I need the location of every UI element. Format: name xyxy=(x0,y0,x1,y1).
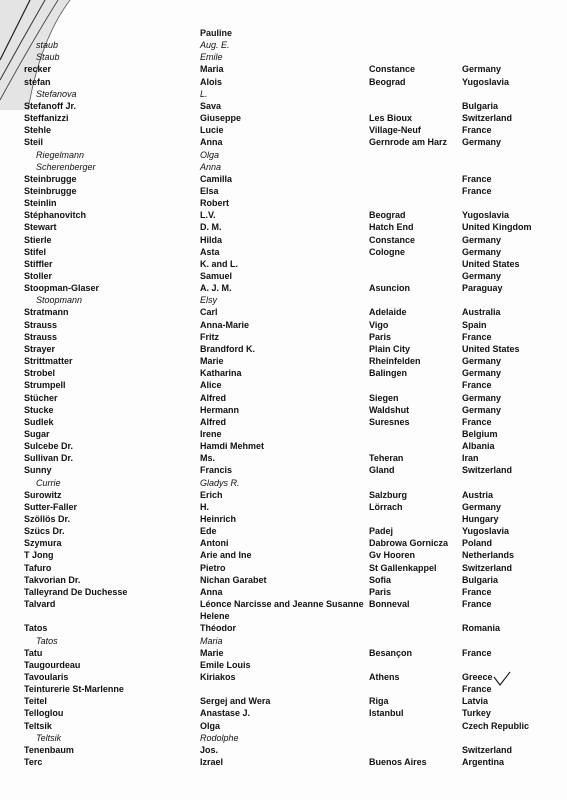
given-name-cell: Brandford K. xyxy=(200,343,255,354)
given-name-cell: Alfred xyxy=(200,416,227,427)
given-name-cell: Hamdi Mehmet xyxy=(200,441,265,452)
list-item xyxy=(0,379,567,391)
list-item xyxy=(0,501,567,513)
country-cell: Germany xyxy=(462,356,502,367)
given-name-cell: L.V. xyxy=(200,210,216,221)
surname-cell: Takvorian Dr. xyxy=(24,574,81,585)
city-cell: Gv Hooren xyxy=(369,550,416,561)
list-item xyxy=(0,622,567,634)
country-cell: France xyxy=(462,185,492,196)
surname-cell: Strauss xyxy=(24,331,58,342)
surname-cell: staub xyxy=(36,40,59,51)
given-name-cell: Alice xyxy=(200,380,222,391)
list-item xyxy=(0,306,567,318)
checkmark-icon xyxy=(493,671,511,687)
list-item xyxy=(0,525,567,537)
country-cell: Czech Republic xyxy=(462,720,530,731)
surname-cell: Tatos xyxy=(36,635,58,646)
country-cell: United States xyxy=(462,343,520,354)
surname-cell: Terc xyxy=(24,757,43,767)
list-item xyxy=(0,270,567,282)
surname-cell: Szücs Dr. xyxy=(24,526,65,537)
country-cell: Yugoslavia xyxy=(462,76,510,87)
list-item xyxy=(0,258,567,270)
list-item xyxy=(0,63,567,75)
list-item xyxy=(0,112,567,124)
surname-cell: Sullivan Dr. xyxy=(24,453,74,464)
country-cell: Hungary xyxy=(462,514,499,524)
city-cell: Cologne xyxy=(369,246,405,257)
list-item xyxy=(0,452,567,464)
list-item xyxy=(0,234,567,246)
city-cell: Waldshut xyxy=(369,404,410,415)
surname-cell: Telloglou xyxy=(24,708,64,719)
surname-cell: Stratmann xyxy=(24,307,69,318)
country-cell: Yugoslavia xyxy=(462,526,510,537)
given-name-cell: Hilda xyxy=(200,234,223,245)
city-cell: Istanbul xyxy=(369,708,404,719)
country-cell: Germany xyxy=(462,64,502,75)
given-name-cell: Emile Louis xyxy=(200,659,251,670)
country-cell: Bulgaria xyxy=(462,574,499,585)
given-name-cell: Emile xyxy=(200,52,223,63)
given-name-cell: Sava xyxy=(200,100,222,111)
list-item xyxy=(0,197,567,209)
country-cell: France xyxy=(462,331,492,342)
surname-cell: Strauss xyxy=(24,319,58,330)
list-item xyxy=(0,185,567,197)
city-cell: Constance xyxy=(369,64,416,75)
country-cell: Argentina xyxy=(462,757,505,767)
list-item xyxy=(0,404,567,416)
country-cell: France xyxy=(462,684,492,695)
country-cell: Germany xyxy=(462,271,502,281)
surname-cell: Tatos xyxy=(24,623,48,634)
country-cell: Yugoslavia xyxy=(462,210,510,221)
surname-cell: Teltsik xyxy=(24,720,52,731)
list-item xyxy=(0,392,567,404)
list-item xyxy=(0,100,567,112)
surname-cell: Teitel xyxy=(24,696,47,707)
list-item xyxy=(0,149,567,161)
city-cell: Paris xyxy=(369,331,392,342)
surname-cell: Tenenbaum xyxy=(24,744,74,755)
surname-cell: Sutter-Faller xyxy=(24,501,78,512)
given-name-cell: Théodor xyxy=(200,623,236,634)
list-item xyxy=(0,683,567,695)
country-cell: United States xyxy=(462,258,520,269)
country-cell: Albania xyxy=(462,441,495,452)
country-cell: France xyxy=(462,416,492,427)
given-name-cell: K. and L. xyxy=(200,258,238,269)
country-cell: Germany xyxy=(462,246,502,257)
city-cell: Asuncion xyxy=(369,283,411,294)
given-name-cell: Irene xyxy=(200,428,222,439)
given-name-cell: Samuel xyxy=(200,271,233,281)
surname-cell: Teinturerie St-Marlenne xyxy=(24,684,124,695)
country-cell: France xyxy=(462,125,492,136)
list-item xyxy=(0,161,567,173)
surname-cell: Tafuro xyxy=(24,562,52,573)
given-name-cell: Kiriakos xyxy=(200,671,236,682)
given-name-cell: A. J. M. xyxy=(200,283,232,294)
surname-cell: stefan xyxy=(24,76,51,87)
list-item xyxy=(0,343,567,355)
list-item xyxy=(0,744,567,756)
given-name-cell: Erich xyxy=(200,489,223,500)
given-name-cell: Sergej and Wera xyxy=(200,696,271,707)
city-cell: Balingen xyxy=(369,368,408,379)
country-cell: France xyxy=(462,599,492,610)
surname-cell: Steinbrugge xyxy=(24,185,77,196)
surname-cell: Strobel xyxy=(24,368,56,379)
given-name-cell: Pauline xyxy=(200,28,233,38)
given-name-cell: Camilla xyxy=(200,173,233,184)
country-cell: Paraguay xyxy=(462,283,503,294)
surname-cell: Currie xyxy=(36,477,61,488)
given-name-cell: Maria xyxy=(200,64,224,75)
given-name-cell: Alfred xyxy=(200,392,227,403)
surname-cell: Steil xyxy=(24,137,44,148)
list-item xyxy=(0,707,567,719)
list-item xyxy=(0,647,567,659)
surname-cell: T Jong xyxy=(24,550,54,561)
list-item xyxy=(0,428,567,440)
city-cell: Bonneval xyxy=(369,599,410,610)
city-cell: Siegen xyxy=(369,392,399,403)
city-cell: Beograd xyxy=(369,76,406,87)
surname-cell: Talleyrand De Duchesse xyxy=(24,586,128,597)
surname-cell: Stoopman-Glaser xyxy=(24,283,100,294)
given-name-cell: Antoni xyxy=(200,538,229,549)
surname-cell: Steffanizzi xyxy=(24,113,69,124)
given-name-cell: Giuseppe xyxy=(200,113,242,124)
given-name-cell: Alois xyxy=(200,76,223,87)
country-cell: United Kingdom xyxy=(462,222,532,233)
city-cell: Plain City xyxy=(369,343,411,354)
surname-cell: Steinbrugge xyxy=(24,173,77,184)
surname-cell: Strumpell xyxy=(24,380,66,391)
surname-cell: Sunny xyxy=(24,465,52,476)
surname-cell: Teltsik xyxy=(36,732,62,743)
given-name-cell: Hermann xyxy=(200,404,240,415)
city-cell: Gland xyxy=(369,465,395,476)
surname-cell: Staub xyxy=(36,52,60,63)
country-cell: France xyxy=(462,380,492,391)
surname-cell: Strittmatter xyxy=(24,356,73,367)
list-item xyxy=(0,282,567,294)
given-name-cell: H. xyxy=(200,501,209,512)
given-name-cell: Olga xyxy=(200,149,220,160)
surname-cell: Stéphanovitch xyxy=(24,210,87,221)
list-item xyxy=(0,586,567,598)
list-item xyxy=(0,671,567,683)
surname-cell: Szöllös Dr. xyxy=(24,514,71,524)
list-item xyxy=(0,319,567,331)
country-cell: Germany xyxy=(462,501,502,512)
city-cell: St Gallenkappel xyxy=(369,562,437,573)
given-name-cell: Carl xyxy=(200,307,218,318)
given-name-cell: Katharina xyxy=(200,368,242,379)
list-item xyxy=(0,27,567,39)
country-cell: Bulgaria xyxy=(462,100,499,111)
given-name-cell: Izrael xyxy=(200,757,224,767)
list-item xyxy=(0,659,567,671)
country-cell: Romania xyxy=(462,623,501,634)
list-item xyxy=(0,440,567,452)
given-name-cell: Robert xyxy=(200,198,229,209)
city-cell: Riga xyxy=(369,696,389,707)
given-name-cell: Marie xyxy=(200,647,224,658)
country-cell: Australia xyxy=(462,307,501,318)
list-item xyxy=(0,549,567,561)
list-item xyxy=(0,173,567,185)
given-name-cell: Fritz xyxy=(200,331,219,342)
city-cell: Adelaide xyxy=(369,307,407,318)
surname-cell: Stierle xyxy=(24,234,52,245)
list-item xyxy=(0,574,567,586)
country-cell: Poland xyxy=(462,538,493,549)
list-item xyxy=(0,88,567,100)
given-name-cell: Pietro xyxy=(200,562,226,573)
list-item xyxy=(0,331,567,343)
city-cell: Vigo xyxy=(369,319,389,330)
list-item xyxy=(0,209,567,221)
list-item xyxy=(0,756,567,768)
given-name-cell: Arie and Ine xyxy=(200,550,252,561)
surname-cell: Szymura xyxy=(24,538,62,549)
list-item xyxy=(0,355,567,367)
surname-cell: Riegelmann xyxy=(36,149,85,160)
given-name-cell: Ede xyxy=(200,526,217,537)
list-item xyxy=(0,294,567,306)
country-cell: France xyxy=(462,173,492,184)
given-name-cell: Gladys R. xyxy=(200,477,240,488)
given-name-cell: Anna xyxy=(200,137,223,148)
given-name-cell: Lucie xyxy=(200,125,224,136)
list-item xyxy=(0,367,567,379)
given-name-cell: Anastase J. xyxy=(200,708,251,719)
country-cell: Greece xyxy=(462,671,493,682)
city-cell: Paris xyxy=(369,586,392,597)
given-name-cell: Elsa xyxy=(200,185,219,196)
surname-cell: Talvard xyxy=(24,599,56,610)
surname-cell: Stücher xyxy=(24,392,58,403)
country-cell: Germany xyxy=(462,404,502,415)
city-cell: Salzburg xyxy=(369,489,408,500)
given-name-cell: D. M. xyxy=(200,222,222,233)
city-cell: Teheran xyxy=(369,453,404,464)
city-cell: Sofia xyxy=(369,574,392,585)
country-cell: Spain xyxy=(462,319,487,330)
given-name-cell: Heinrich xyxy=(200,514,237,524)
country-cell: France xyxy=(462,586,492,597)
given-name-cell: L. xyxy=(200,88,208,99)
country-cell: Switzerland xyxy=(462,113,513,124)
given-name-cell: Marie xyxy=(200,356,224,367)
given-name-cell: Maria xyxy=(200,635,223,646)
list-item xyxy=(0,562,567,574)
list-item xyxy=(0,598,567,622)
city-cell: Dabrowa Gornicza xyxy=(369,538,449,549)
list-item xyxy=(0,51,567,63)
surname-cell: Strayer xyxy=(24,343,56,354)
country-cell: Germany xyxy=(462,137,502,148)
city-cell: Suresnes xyxy=(369,416,410,427)
given-name-cell: Aug. E. xyxy=(200,40,230,51)
given-name-cell: Rodolphe xyxy=(200,732,239,743)
surname-cell: Scherenberger xyxy=(36,161,96,172)
list-item xyxy=(0,221,567,233)
surname-cell: Tatu xyxy=(24,647,43,658)
given-name-cell: Elsy xyxy=(200,295,218,306)
country-cell: Switzerland xyxy=(462,465,513,476)
list-item xyxy=(0,537,567,549)
country-cell: Germany xyxy=(462,392,502,403)
list-item xyxy=(0,720,567,732)
list-item xyxy=(0,513,567,525)
surname-cell: Stehle xyxy=(24,125,52,136)
given-name-cell: Léonce Narcisse and Jeanne Susanne Helene xyxy=(200,599,364,622)
city-cell: Rheinfelden xyxy=(369,356,421,367)
given-name-cell: Asta xyxy=(200,246,220,257)
surname-cell: Stefanoff Jr. xyxy=(24,100,77,111)
city-cell: Padej xyxy=(369,526,394,537)
city-cell: Hatch End xyxy=(369,222,414,233)
given-name-cell: Nichan Garabet xyxy=(200,574,267,585)
list-item xyxy=(0,76,567,88)
given-name-cell: Francis xyxy=(200,465,233,476)
surname-cell: Stoopmann xyxy=(36,295,83,306)
country-cell: Germany xyxy=(462,234,502,245)
city-cell: Athens xyxy=(369,671,400,682)
country-cell: Latvia xyxy=(462,696,489,707)
list-item xyxy=(0,732,567,744)
list-item xyxy=(0,136,567,148)
surname-cell: recker xyxy=(24,64,52,75)
list-item xyxy=(0,416,567,428)
city-cell: Buenos Aires xyxy=(369,757,427,767)
city-cell: Lörrach xyxy=(369,501,403,512)
surname-cell: Stifel xyxy=(24,246,47,257)
given-name-cell: Anna xyxy=(200,161,222,172)
surname-cell: Steinlin xyxy=(24,198,57,209)
city-cell: Besançon xyxy=(369,647,413,658)
surname-cell: Stoller xyxy=(24,271,53,281)
city-cell: Beograd xyxy=(369,210,406,221)
list-item xyxy=(0,39,567,51)
given-name-cell: Ms. xyxy=(200,453,216,464)
list-item xyxy=(0,464,567,476)
surname-cell: Stiffler xyxy=(24,258,53,269)
country-cell: France xyxy=(462,647,492,658)
surname-cell: Stucke xyxy=(24,404,54,415)
surname-cell: Surowitz xyxy=(24,489,62,500)
list-item xyxy=(0,489,567,501)
given-name-cell: Jos. xyxy=(200,744,219,755)
surname-cell: Tavoularis xyxy=(24,671,69,682)
country-cell: Switzerland xyxy=(462,744,513,755)
country-cell: Iran xyxy=(462,453,479,464)
given-name-cell: Olga xyxy=(200,720,221,731)
country-cell: Turkey xyxy=(462,708,491,719)
list-item xyxy=(0,124,567,136)
list-item xyxy=(0,635,567,647)
given-name-cell: Anna xyxy=(200,586,223,597)
city-cell: Gernrode am Harz xyxy=(369,137,448,148)
surname-cell: Sulcebe Dr. xyxy=(24,441,74,452)
given-name-cell: Anna-Marie xyxy=(200,319,250,330)
list-item xyxy=(0,477,567,489)
list-item xyxy=(0,246,567,258)
country-cell: Belgium xyxy=(462,428,498,439)
list-item xyxy=(0,695,567,707)
country-cell: Switzerland xyxy=(462,562,513,573)
country-cell: Austria xyxy=(462,489,494,500)
city-cell: Constance xyxy=(369,234,416,245)
city-cell: Village-Neuf xyxy=(369,125,421,136)
surname-cell: Taugourdeau xyxy=(24,659,81,670)
country-cell: Germany xyxy=(462,368,502,379)
surname-cell: Sugar xyxy=(24,428,50,439)
surname-cell: Sudlek xyxy=(24,416,54,427)
surname-cell: Stefanova xyxy=(36,88,77,99)
surname-cell: Stewart xyxy=(24,222,57,233)
city-cell: Les Bioux xyxy=(369,113,413,124)
country-cell: Netherlands xyxy=(462,550,515,561)
